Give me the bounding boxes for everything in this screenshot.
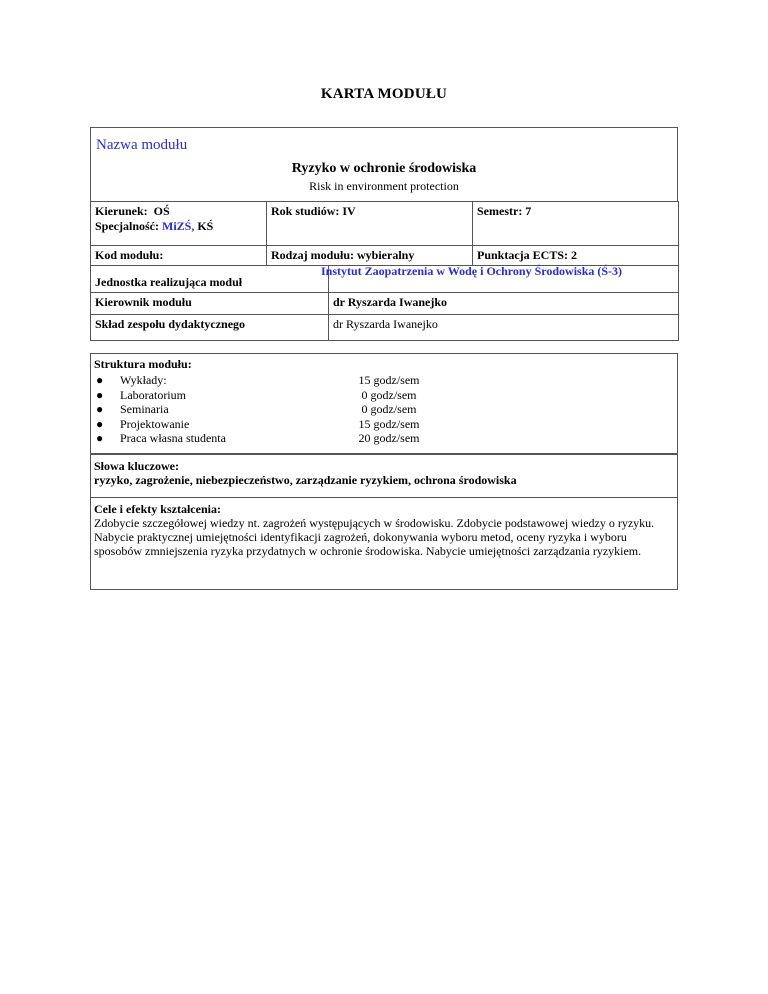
field-semestr: Semestr: 7 <box>473 202 679 246</box>
bullet-icon: ● <box>96 373 104 387</box>
list-item: ● Laboratorium <box>96 387 186 402</box>
field-rok: Rok studiów: IV <box>267 202 473 246</box>
hours-value: 0 godz/sem <box>361 387 417 402</box>
specjalnosc-label: Specjalność: <box>95 219 159 233</box>
structure-section <box>90 353 678 454</box>
sklad-label: Skład zespołu dydaktycznego <box>91 315 329 341</box>
keywords-text: ryzyko, zagrożenie, niebezpieczeństwo, zarządzanie ryzykiem, ochrona środowiska <box>94 473 517 487</box>
bullet-icon: ● <box>96 402 104 416</box>
goals-section <box>90 497 678 590</box>
module-name-en: Risk in environment protection <box>309 179 459 193</box>
module-name-label: Nazwa modułu <box>96 137 188 153</box>
hours-value: 15 godz/sem <box>358 373 420 387</box>
keywords-heading: Słowa kluczowe: <box>94 459 179 473</box>
kierownik-value: dr Ryszarda Iwanejko <box>329 293 679 315</box>
hours-value: 20 godz/sem <box>358 431 420 445</box>
structure-hours <box>349 373 429 446</box>
jednostka-value: Instytut Zaopatrzenia w Wodę i Ochrony Środowiska (Ś-3) <box>321 264 623 278</box>
keywords-section <box>90 454 678 498</box>
module-name-pl: Ryzyko w ochronie środowiska <box>291 161 477 176</box>
goals-heading: Cele i efekty kształcenia: <box>94 502 221 516</box>
bullet-icon: ● <box>96 431 104 445</box>
field-rodzaj: Rodzaj modułu: wybieralny <box>267 246 473 266</box>
module-name-section <box>90 127 678 202</box>
field-ects: Punktacja ECTS: 2 <box>473 246 679 266</box>
bullet-icon: ● <box>96 416 104 431</box>
kierunek-label: Kierunek: <box>95 204 148 218</box>
jednostka-label: Jednostka realizująca moduł <box>91 266 329 293</box>
field-kod: Kod modułu: <box>91 246 267 266</box>
hours-value: 15 godz/sem <box>358 416 420 431</box>
list-item: ● Praca własna studenta <box>96 431 226 445</box>
bullet-icon: ● <box>96 387 104 402</box>
sklad-value: dr Ryszarda Iwanejko <box>329 315 679 341</box>
module-info-table <box>90 201 679 341</box>
specjalnosc-highlight: MiZŚ, <box>162 219 195 233</box>
kierownik-label: Kierownik modułu <box>91 293 329 315</box>
hours-value: 0 godz/sem <box>361 402 417 416</box>
list-item: ● Wykłady: <box>96 373 167 387</box>
kierunek-value: OŚ <box>153 204 170 218</box>
goals-text: Zdobycie szczegółowej wiedzy nt. zagrożeń występujących w środowisku. Zdobycie podstawowej wiedzy o ryzyku. Nabycie praktycznej umiejętności identyfikacji zagrożeń, dokonywania wyboru metod, oceny ryzyka i wyboru sposobów zmniejszenia ryzyka przydatnych w ochronie środowiska. Nabycie umiejętności zarządzania ryzykiem. <box>94 516 655 558</box>
field-kierunek-specjalnosc <box>91 202 267 246</box>
list-item: ● Projektowanie <box>96 416 190 431</box>
page-title: KARTA MODUŁU <box>320 86 448 102</box>
list-item: ● Seminaria <box>96 402 169 416</box>
structure-heading: Struktura modułu: <box>94 357 192 371</box>
specjalnosc-rest: KŚ <box>197 219 214 233</box>
structure-list <box>94 373 226 446</box>
